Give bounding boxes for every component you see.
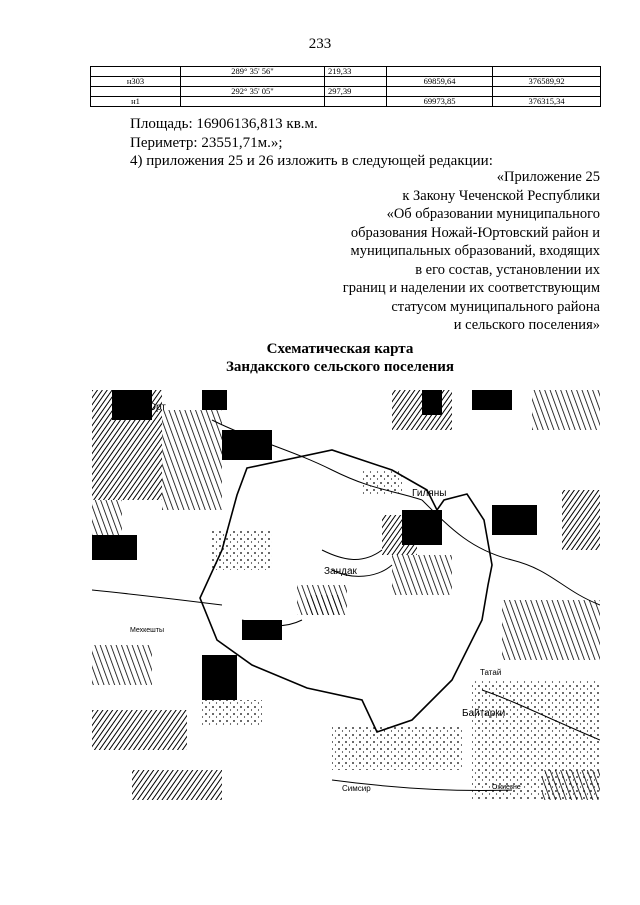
table-cell bbox=[325, 77, 387, 87]
table-cell bbox=[325, 97, 387, 107]
appendix-line: статусом муниципального района bbox=[391, 298, 600, 315]
map-label-tatai: Татай bbox=[480, 668, 502, 677]
appendix-line: и сельского поселения» bbox=[453, 317, 600, 333]
appendix-line: «Об образовании муниципального bbox=[386, 206, 600, 222]
table-cell bbox=[181, 77, 325, 87]
map-title-line: Схематическая карта bbox=[266, 341, 414, 357]
table-cell bbox=[387, 67, 493, 77]
table-cell: 69973,85 bbox=[387, 97, 493, 107]
table-row bbox=[91, 67, 601, 77]
map-label-baytarki: Байтарки bbox=[462, 708, 506, 719]
map-title bbox=[0, 340, 640, 376]
table-cell: 69859,64 bbox=[387, 77, 493, 87]
area-line: Площадь: 16906136,813 кв.м. bbox=[130, 116, 318, 132]
appendix-line: «Приложение 25 bbox=[496, 169, 600, 185]
map-label-giliany: Гиляны bbox=[412, 488, 447, 499]
table-row bbox=[91, 97, 601, 107]
coordinates-table bbox=[90, 66, 601, 107]
table-cell: 289° 35' 56" bbox=[181, 67, 325, 77]
appendix-line: к Закону Чеченской Республики bbox=[402, 187, 600, 204]
map-label-nozhay-yurt: Ножай-Юрт bbox=[112, 402, 166, 413]
map-label-zandak: Зандак bbox=[324, 566, 357, 577]
map-label-small-village: Мехкешты bbox=[130, 627, 165, 634]
table-row bbox=[91, 77, 601, 87]
schematic-map bbox=[92, 390, 600, 800]
appendix-line: образования Ножай-Юртовский район и bbox=[350, 224, 600, 241]
terrain-texture bbox=[92, 390, 600, 800]
appendix-line: муниципальных образований, входящих bbox=[350, 243, 600, 259]
appendix-line: границ и наделении их соответствующим bbox=[342, 280, 600, 296]
table-cell: н303 bbox=[91, 77, 181, 87]
perimeter-line: Периметр: 23551,71м.»; bbox=[130, 135, 283, 151]
table-row bbox=[91, 87, 601, 97]
table-cell bbox=[181, 97, 325, 107]
amendment-item-line: 4) приложения 25 и 26 изложить в следующей редакции: bbox=[130, 153, 493, 169]
table-cell bbox=[493, 67, 601, 77]
table-cell bbox=[493, 87, 601, 97]
table-cell: 219,33 bbox=[325, 67, 387, 77]
table-cell bbox=[91, 87, 181, 97]
page-number: 233 bbox=[308, 36, 332, 52]
appendix-line: в его состав, установлении их bbox=[415, 261, 600, 278]
map-title-line: Зандакского сельского поселения bbox=[226, 359, 454, 375]
table-cell: 297,39 bbox=[325, 87, 387, 97]
map-label-small-village: Ожиезне bbox=[492, 784, 521, 791]
table-cell: 376315,34 bbox=[493, 97, 601, 107]
table-cell: н1 bbox=[91, 97, 181, 107]
table-cell: 292° 35' 05" bbox=[181, 87, 325, 97]
table-cell bbox=[91, 67, 181, 77]
map-graphic bbox=[92, 390, 600, 800]
table-cell bbox=[387, 87, 493, 97]
appendix-reference bbox=[220, 168, 600, 335]
map-label-small-village: Симсир bbox=[342, 784, 371, 793]
table-cell: 376589,92 bbox=[493, 77, 601, 87]
